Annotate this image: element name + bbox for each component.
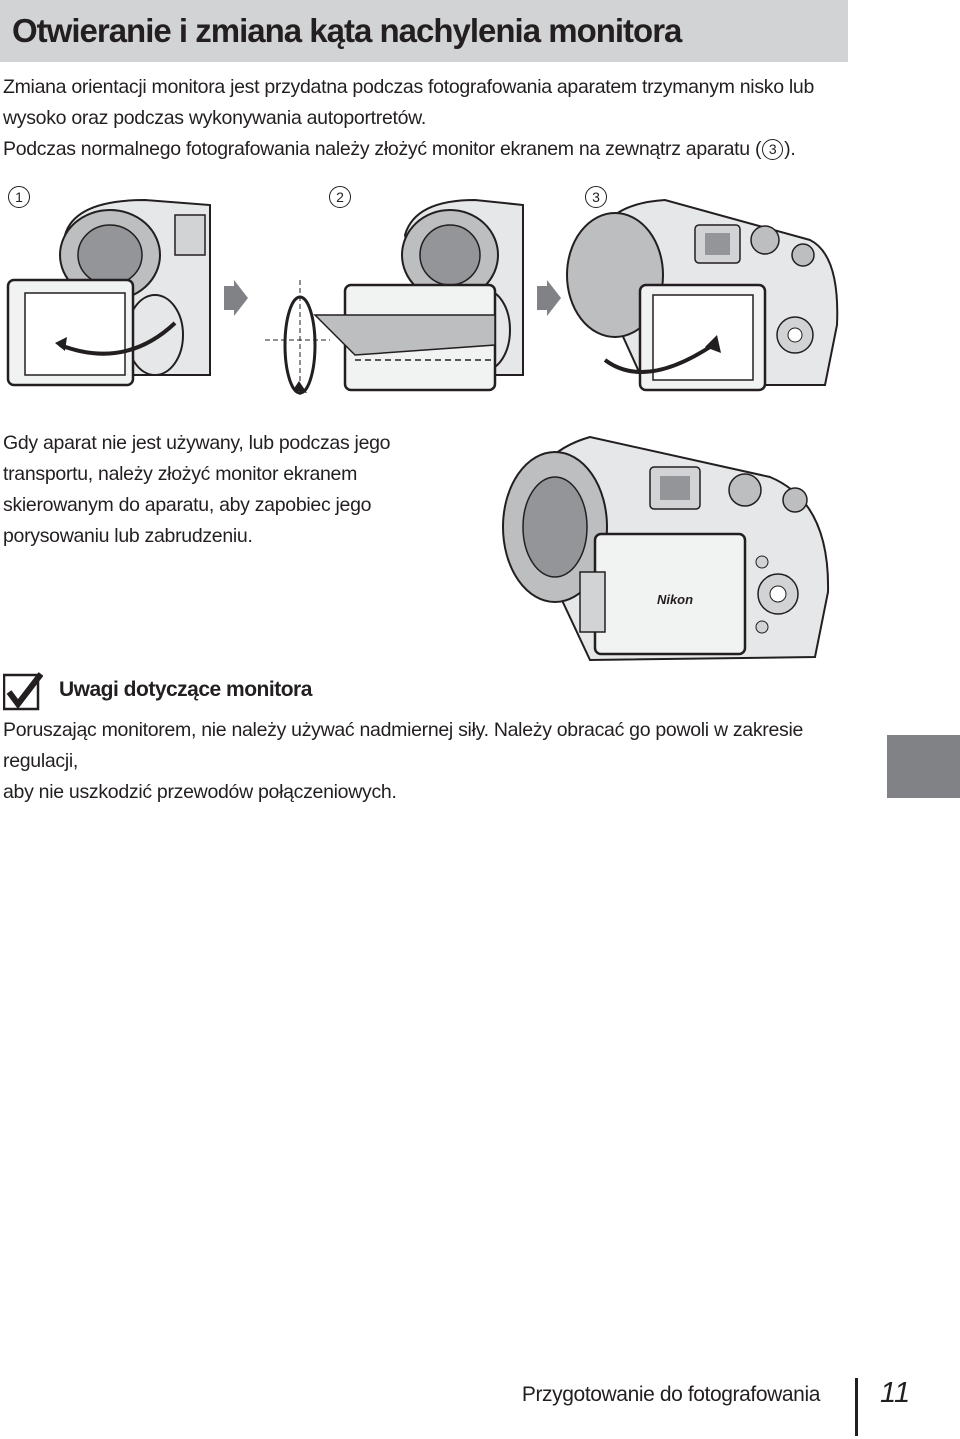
note-body (3, 715, 863, 808)
note-title: Uwagi dotyczące monitora (59, 678, 312, 701)
intro-line-3-text: Podczas normalnego fotografowania należy złożyć monitor ekranem na zewnątrz aparatu ( (3, 138, 762, 160)
transport-line-4: porysowaniu lub zabrudzeniu. (3, 525, 253, 547)
intro-line-3 (3, 134, 863, 165)
step-2-illustration (255, 195, 525, 395)
page-title: Otwieranie i zmiana kąta nachylenia monitora (12, 12, 682, 49)
step-number-2: 2 (329, 186, 351, 208)
transport-line-3: skierowanym do aparatu, aby zapobiec jego (3, 494, 372, 516)
next-arrow-icon (222, 280, 250, 316)
transport-paragraph (3, 428, 443, 552)
next-arrow-icon (535, 280, 563, 316)
step-ref-3: 3 (762, 139, 783, 160)
intro-line-1: Zmiana orientacji monitora jest przydatna podczas fotografowania aparatem trzymanym nisko lub (3, 76, 815, 98)
intro-paragraph (3, 72, 863, 165)
title-bar (0, 0, 848, 62)
footer-divider (855, 1378, 858, 1436)
transport-line-1: Gdy aparat nie jest używany, lub podczas jego (3, 432, 391, 454)
monitor-steps-figure (0, 180, 850, 400)
page-number: 11 (880, 1377, 911, 1409)
note-heading (3, 672, 603, 712)
step-number-1: 1 (8, 186, 30, 208)
step-number-3: 3 (585, 186, 607, 208)
intro-line-2: wysoko oraz podczas wykonywania autoportretów. (3, 107, 427, 129)
note-line-2: aby nie uszkodzić przewodów połączeniowych. (3, 781, 397, 803)
camera-closed-monitor-illustration (500, 432, 835, 664)
note-line-1: Poruszając monitorem, nie należy używać nadmiernej siły. Należy obracać go powoli w zakresie regulacji, (3, 719, 804, 772)
step-3-illustration (565, 195, 845, 395)
step-1-illustration (5, 195, 215, 395)
nikon-logo-text: Nikon (656, 592, 694, 607)
intro-line-3-end: ). (784, 138, 796, 160)
footer-section-title: Przygotowanie do fotografowania (521, 1383, 820, 1406)
checkmark-icon (3, 672, 43, 712)
transport-line-2: transportu, należy złożyć monitor ekranem (3, 463, 358, 485)
chapter-side-tab (887, 735, 960, 798)
